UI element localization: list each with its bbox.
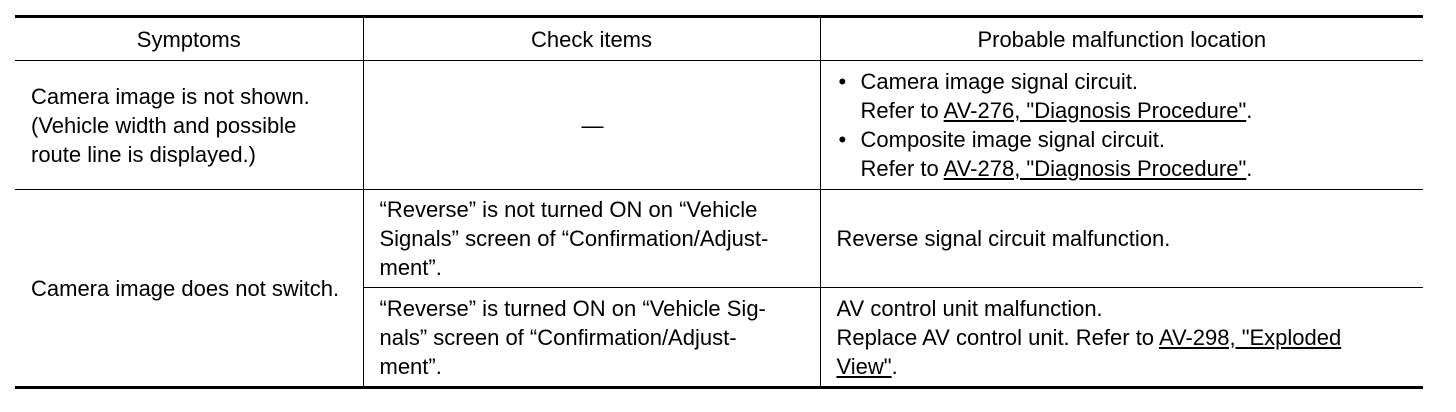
refer-prefix: Refer to	[860, 156, 944, 181]
reference-suffix: .	[891, 353, 898, 379]
symptom-line: Camera image is not shown.	[31, 83, 310, 109]
refer-prefix: Refer to	[860, 98, 944, 123]
symptom-line: route line is displayed.)	[31, 141, 257, 167]
reference-link-av-276[interactable]: AV-276, "Diagnosis Procedure"	[943, 98, 1247, 123]
location-line	[837, 352, 1410, 381]
check-item-line: ment”.	[379, 255, 442, 280]
check-item-line: “Reverse” is turned ON on “Vehicle Sig-	[379, 295, 766, 321]
header-symptoms: Symptoms	[15, 17, 363, 61]
check-item-line: ment”.	[379, 353, 442, 379]
location-line	[837, 323, 1410, 352]
location-cell: Reverse signal circuit malfunction.	[820, 190, 1423, 288]
table-row	[15, 190, 1423, 288]
header-check-items: Check items	[363, 17, 820, 61]
location-title: Composite image signal circuit.	[860, 127, 1165, 152]
symptom-cell: Camera image does not switch.	[15, 190, 363, 388]
reference-suffix: .	[1246, 98, 1253, 123]
symptom-cell	[15, 61, 363, 190]
refer-prefix: Replace AV control unit. Refer to	[836, 324, 1159, 350]
symptom-table	[15, 15, 1423, 389]
reference-link-av-298[interactable]: AV-298, "Exploded	[1158, 324, 1342, 350]
check-item-cell	[363, 61, 820, 190]
diagnosis-page	[15, 0, 1423, 412]
reference-line	[861, 96, 1410, 125]
location-title: Camera image signal circuit.	[860, 69, 1139, 94]
check-item-line: nals” screen of “Confirmation/Adjust-	[379, 324, 737, 350]
symptom-line: (Vehicle width and possible	[31, 112, 297, 138]
table-header-row	[15, 17, 1423, 61]
check-item-line: “Reverse” is not turned ON on “Vehicle	[379, 197, 758, 222]
bullet-icon: •	[838, 127, 847, 152]
table-row	[15, 61, 1423, 190]
check-item-cell	[363, 288, 820, 388]
reference-link-av-278[interactable]: AV-278, "Diagnosis Procedure"	[943, 156, 1247, 181]
check-item-dash: —	[581, 112, 604, 138]
list-item	[837, 67, 1410, 125]
bullet-icon: •	[838, 69, 847, 94]
reference-line	[861, 154, 1410, 183]
header-probable-location: Probable malfunction location	[820, 17, 1423, 61]
location-line: AV control unit malfunction.	[836, 295, 1103, 321]
location-cell	[820, 288, 1423, 388]
reference-suffix: .	[1246, 156, 1253, 181]
location-cell	[820, 61, 1423, 190]
location-list	[837, 67, 1410, 183]
check-item-cell	[363, 190, 820, 288]
reference-link-av-298-cont[interactable]: View"	[836, 353, 892, 379]
list-item	[837, 125, 1410, 183]
check-item-line: Signals” screen of “Confirmation/Adjust-	[379, 226, 769, 251]
